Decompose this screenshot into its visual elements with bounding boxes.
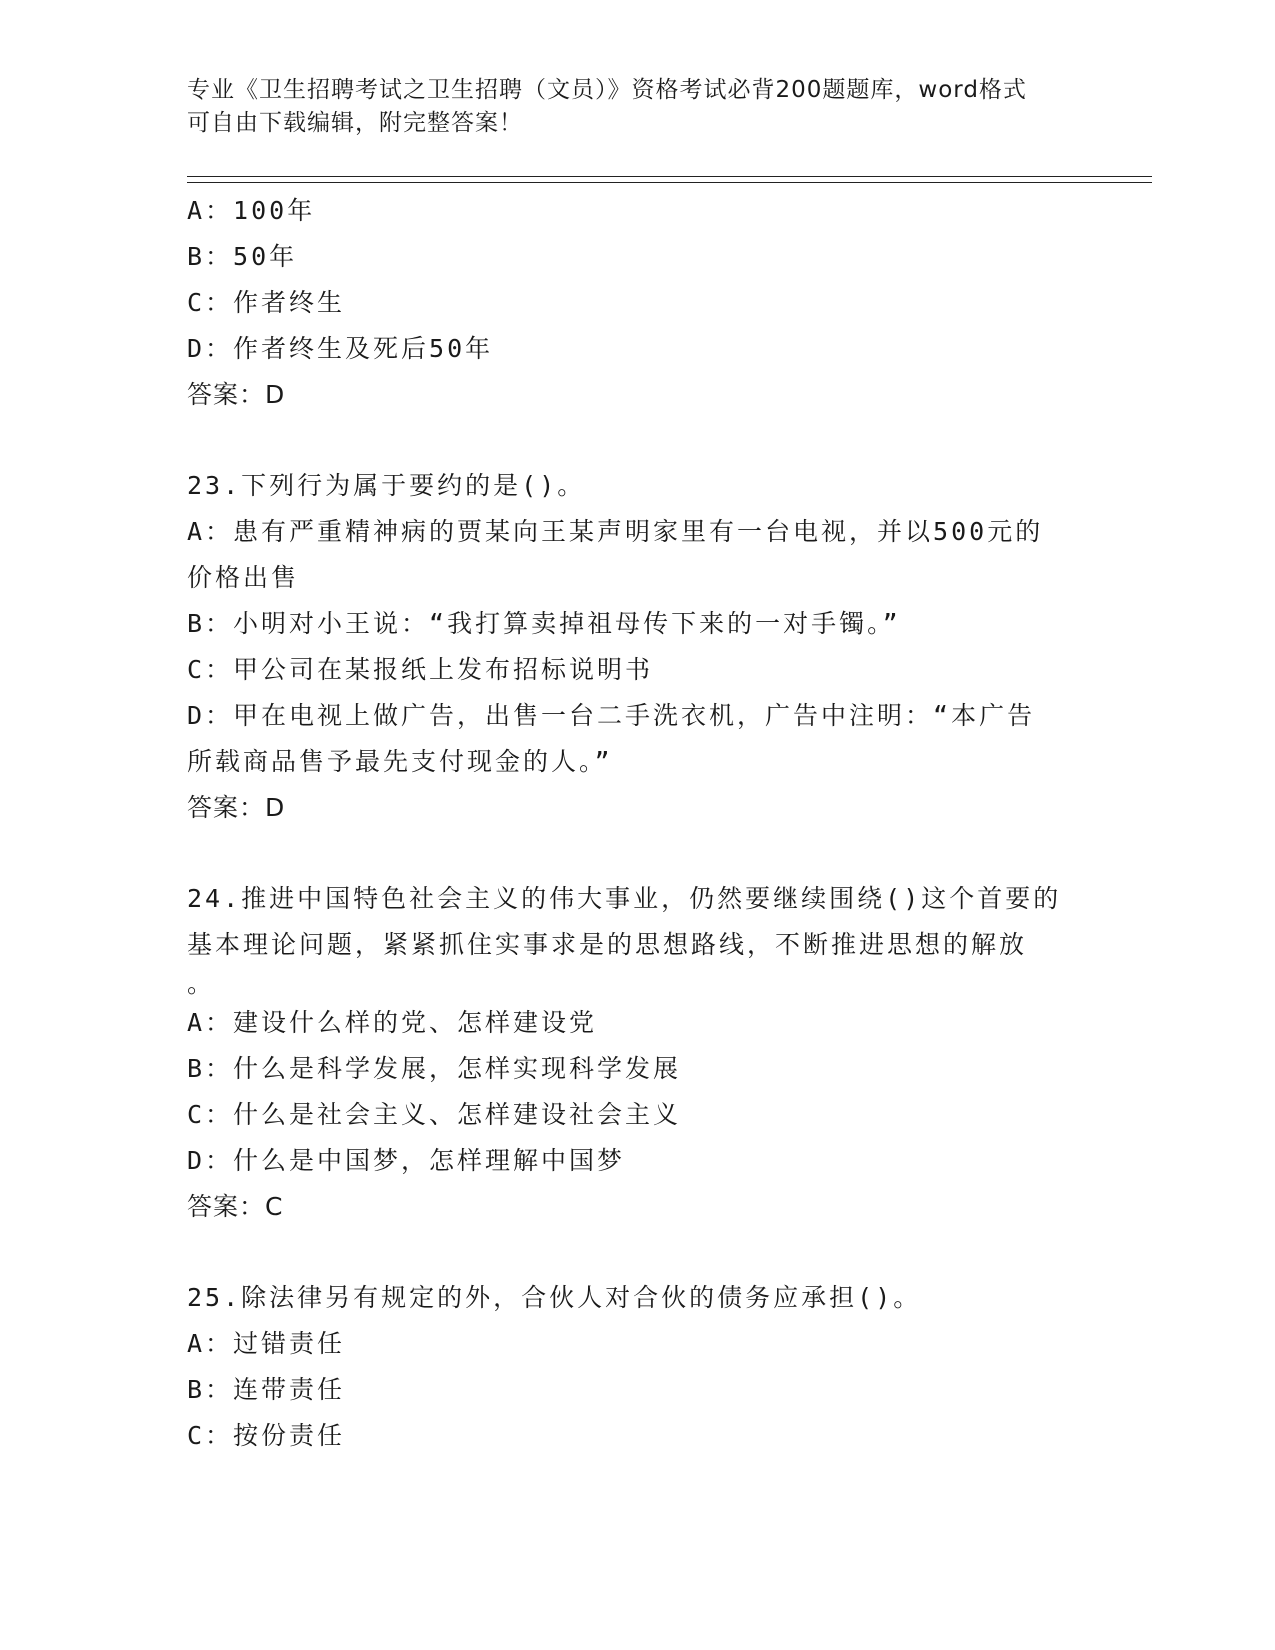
header-rule-top <box>187 176 1152 177</box>
question-25 <box>187 1275 1087 1459</box>
option-b: B：什么是科学发展，怎样实现科学发展 <box>187 1054 682 1083</box>
option-c: C：作者终生 <box>187 288 346 317</box>
answer-line: 答案：D <box>187 380 286 409</box>
option-b: B：50年 <box>187 242 298 271</box>
option-d: D：作者终生及死后50年 <box>187 334 494 363</box>
option-b: B：连带责任 <box>187 1375 346 1404</box>
header-title-line-1: 专业《卫生招聘考试之卫生招聘（文员）》资格考试必背200题题库，word格式 <box>187 77 1027 103</box>
option-c: C：什么是社会主义、怎样建设社会主义 <box>187 1100 682 1129</box>
question-list <box>187 188 1087 1459</box>
option-a-continued: 价格出售 <box>187 563 300 592</box>
question-22 <box>187 188 1087 418</box>
option-a: A：过错责任 <box>187 1329 346 1358</box>
option-b: B：小明对小王说：“我打算卖掉祖母传下来的一对手镯。” <box>187 609 901 638</box>
option-d: D：甲在电视上做广告，出售一台二手洗衣机，广告中注明：“本广告 <box>187 701 1036 730</box>
option-a: A：患有严重精神病的贾某向王某声明家里有一台电视，并以500元的 <box>187 517 1044 546</box>
question-stem: 25.除法律另有规定的外，合伙人对合伙的债务应承担()。 <box>187 1283 922 1312</box>
header-title-line-2: 可自由下载编辑，附完整答案！ <box>187 110 523 136</box>
question-stem-continued: 基本理论问题，紧紧抓住实事求是的思想路线，不断推进思想的解放 <box>187 930 1028 959</box>
header-rule-bottom <box>187 182 1152 183</box>
spacer <box>187 831 1087 876</box>
option-d: D：什么是中国梦，怎样理解中国梦 <box>187 1146 626 1175</box>
option-c: C：按份责任 <box>187 1421 346 1450</box>
answer-line: 答案：C <box>187 1192 284 1221</box>
question-stem: 23.下列行为属于要约的是()。 <box>187 471 586 500</box>
answer-line: 答案：D <box>187 793 286 822</box>
option-a: A：建设什么样的党、怎样建设党 <box>187 1008 598 1037</box>
option-a: A：100年 <box>187 196 316 225</box>
document-header <box>187 74 1067 140</box>
spacer <box>187 418 1087 463</box>
spacer <box>187 1230 1087 1275</box>
option-d-continued: 所载商品售予最先支付现金的人。” <box>187 747 613 776</box>
question-stem-end: 。 <box>187 969 216 998</box>
question-stem: 24.推进中国特色社会主义的伟大事业，仍然要继续围绕()这个首要的 <box>187 884 1062 913</box>
question-24 <box>187 876 1087 1230</box>
option-c: C：甲公司在某报纸上发布招标说明书 <box>187 655 654 684</box>
question-23 <box>187 463 1087 831</box>
